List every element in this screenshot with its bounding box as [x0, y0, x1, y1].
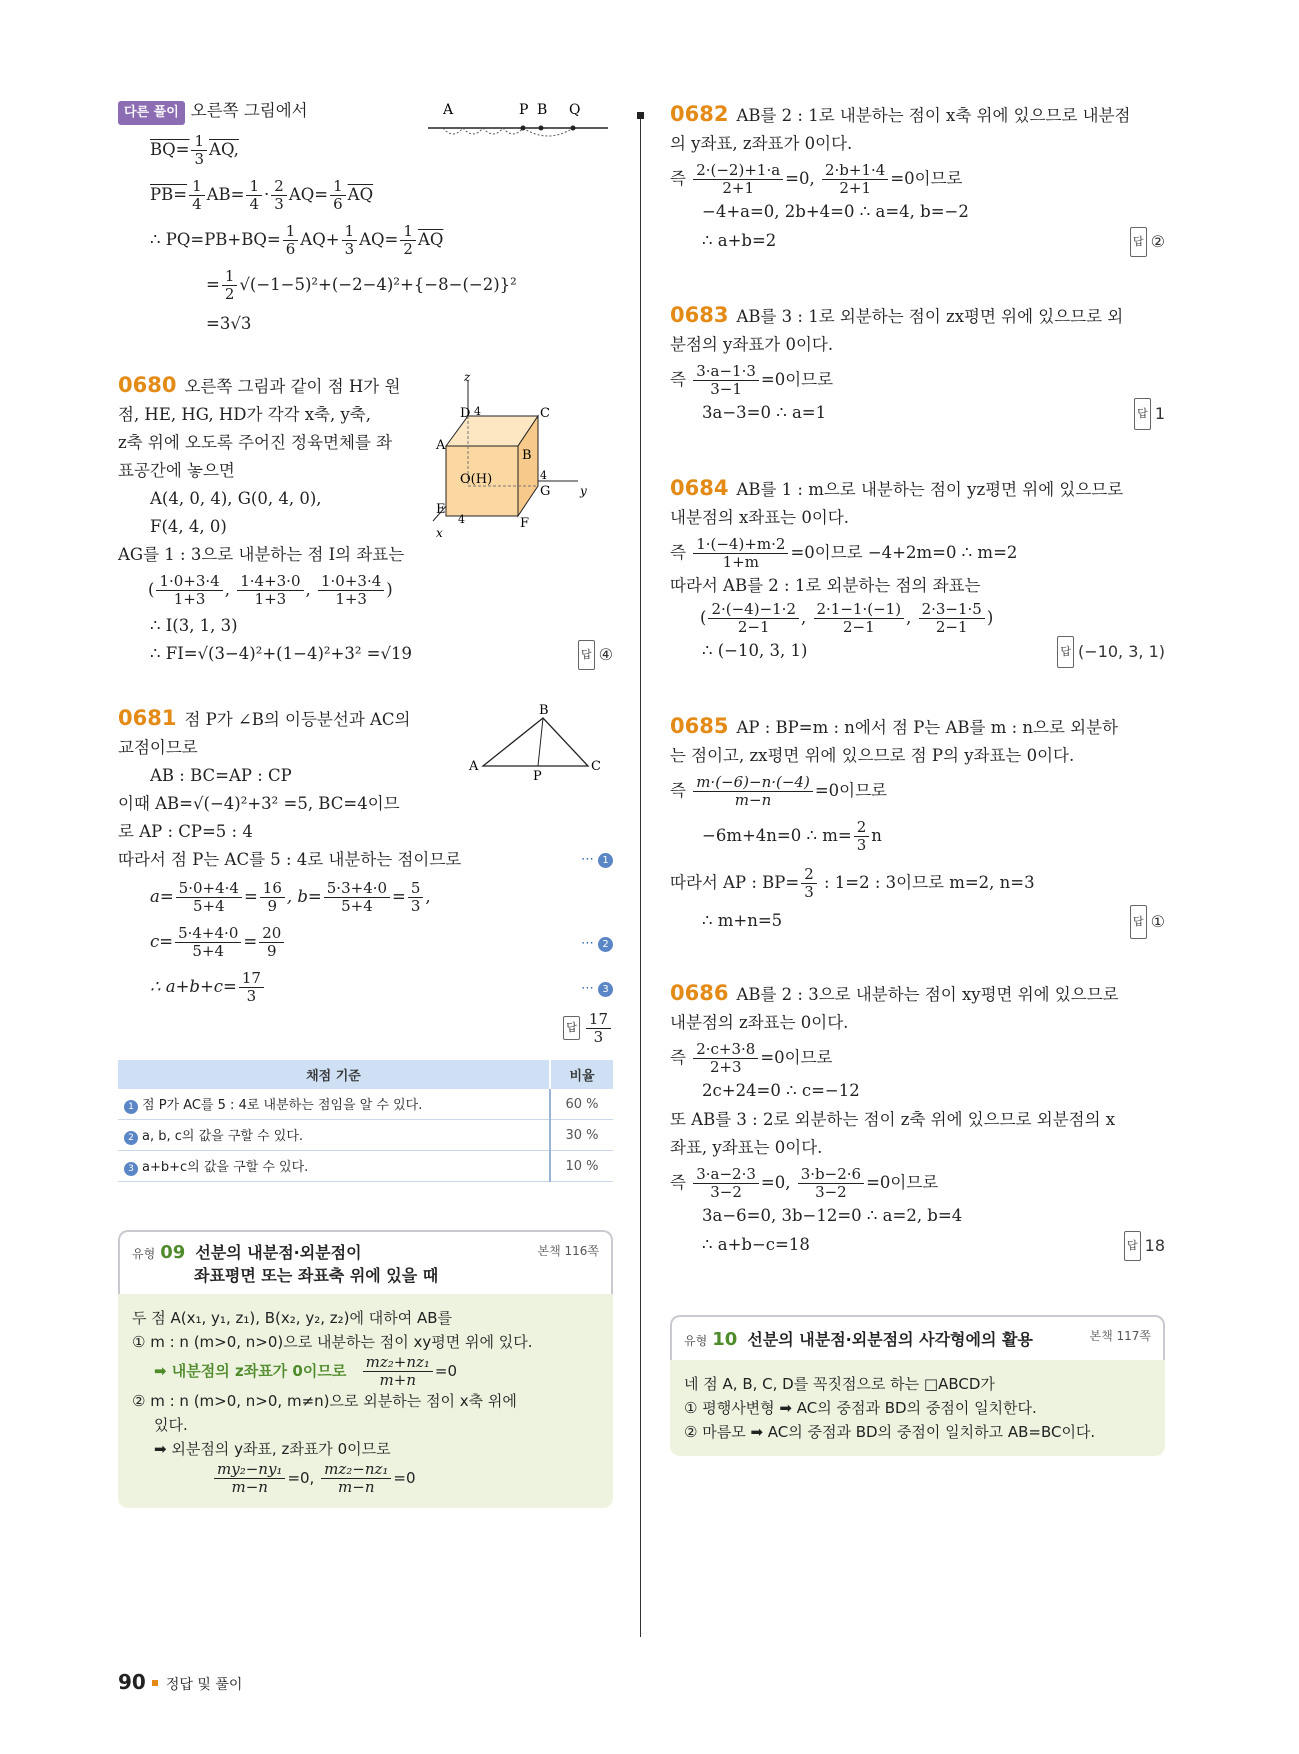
svg-text:4: 4	[474, 405, 481, 418]
problem-0682	[670, 100, 1165, 255]
p0683-text-1: AB를 3 : 1로 외분하는 점이 zx평면 위에 있으므로 외	[736, 307, 1124, 326]
p0682-text-5: ∴ a+b=2 답 ②	[670, 227, 1165, 255]
p0681-sum: ∴ a+b+c= $\frac{17}{3}$ ⋯ 3	[118, 970, 613, 1005]
answer-0685: 답 ①	[1130, 905, 1165, 939]
p0682-text-4: −4+a=0, 2b+4=0 ∴ a=4, b=−2	[702, 202, 969, 221]
svg-text:4: 4	[458, 513, 465, 526]
svg-text:4: 4	[540, 469, 547, 482]
type09-line-1: 두 점 A(x₁, y₁, z₁), B(x₂, y₂, z₂)에 대하여 AB를	[132, 1309, 453, 1327]
p0685-text-5: 따라서 AP : BP= $\frac{2}{3}$ : 1=2 : 3이므로 m=2, n=3	[670, 865, 1035, 901]
p0680-text-4: 표공간에 놓으면	[118, 461, 235, 480]
label-b: B	[537, 102, 548, 118]
column-divider-marker	[637, 112, 644, 119]
p0684-text-2: 내분점의 x좌표는 0이다.	[670, 508, 849, 527]
p0686-text-1: AB를 2 : 3으로 내분하는 점이 xy평면 위에 있으므로	[736, 985, 1119, 1004]
type10-line-1: 네 점 A, B, C, D를 꼭짓점으로 하는 □ABCD가	[684, 1375, 995, 1393]
svg-text:F: F	[520, 516, 530, 531]
p0684-text-6: ∴ (−10, 3, 1) 답 (−10, 3, 1)	[670, 636, 1165, 666]
svg-text:G: G	[540, 484, 551, 499]
p0680-text-2: 점, HE, HG, HD가 각각 x축, y축,	[118, 405, 371, 424]
svg-text:y: y	[580, 484, 587, 498]
p0680-text-9: ∴ I(3, 1, 3)	[150, 616, 238, 635]
table-row: 2 a, b, c의 값을 구할 수 있다. 30 %	[118, 1120, 613, 1151]
label-q: Q	[569, 102, 581, 118]
answer-0686: 답 18	[1124, 1231, 1165, 1261]
type-title-1: 선분의 내분점·외분점이	[195, 1243, 362, 1262]
p0685-text-1: AP : BP=m : n에서 점 P는 AB를 m : n으로 외분하	[736, 718, 1118, 737]
step-1-marker: ⋯ 1	[581, 846, 613, 874]
p0685-text-4: −6m+4n=0 ∴ m= $\frac{2}{3}$ n	[702, 818, 882, 854]
alt-line-1: BQ= $\frac{1}{3}$ AQ,	[150, 132, 239, 168]
p0686-text-7: 즉 $\frac{3\cdot a-2\cdot 3}{3-2}$ =0, $\frac{3\cdot b-2\cdot 6}{3-2}$ =0이므로	[670, 1165, 939, 1201]
footer-title: 정답 및 풀이	[165, 1677, 243, 1693]
p0681-text-5: 로 AP : CP=5 : 4	[118, 822, 253, 841]
svg-text:D: D	[460, 406, 471, 421]
scoring-table	[118, 1060, 613, 1182]
cube-diagram	[436, 370, 613, 541]
p0680-text-6: F(4, 4, 0)	[150, 517, 227, 536]
triangle-diagram	[463, 704, 613, 784]
type10-line-2: ① 평행사변형 ➡ AC의 중점과 BD의 중점이 일치한다.	[684, 1399, 1037, 1417]
type-09-box: 유형 09 선분의 내분점·외분점이 좌표평면 또는 좌표축 위에 있을 때 본책 116쪽 두 점 A(x₁, y₁, z₁), B(x₂, y₂, z₂)에 대하여 AB를 ① m : n (m>0, n>0)으로 내분하는 점이 xy평면 위에 있다. ➡ 내분점의 z좌표가 0이므로 $\frac{\text{mz₂+nz₁}}{m+n}$ =0 ② m : n (m>0, n>0, m≠n)으로 외분하는 점이 x축 위에 있다. ➡ 외분점의 y좌표, z좌표가 0이므로 $\frac{\text{my₂−ny₁}}{m-n}$ =0, $\frac{\text{mz₂−nz₁}}{m-n}$ =0	[118, 1230, 613, 1508]
p0686-text-6: 좌표, y좌표는 0이다.	[670, 1138, 823, 1157]
problem-0681	[118, 704, 613, 1046]
svg-text:O(H): O(H)	[460, 472, 493, 487]
p0686-text-4: 2c+24=0 ∴ c=−12	[702, 1081, 860, 1100]
page-footer	[118, 1670, 242, 1694]
problem-number: 0683	[670, 303, 729, 327]
svg-text:B: B	[522, 448, 532, 463]
problem-0686	[670, 979, 1165, 1259]
problem-number: 0685	[670, 714, 729, 738]
answer-0681: 답 $\frac{17}{3}$	[118, 1011, 613, 1046]
type-number: 10	[712, 1329, 738, 1350]
scoring-ratio-header: 비율	[550, 1060, 613, 1089]
problem-number: 0682	[670, 102, 729, 126]
type09-line-3: ➡ 내분점의 z좌표가 0이므로 $\frac{\text{mz₂+nz₁}}{m+n}$ =0	[154, 1353, 458, 1389]
type-ref: 본책 116쪽	[537, 1244, 599, 1258]
step-3-marker: ⋯ 3	[581, 978, 613, 1000]
type10-line-3: ② 마름모 ➡ AC의 중점과 BD의 중점이 일치하고 AB=BC이다.	[684, 1423, 1096, 1441]
answer-0680: 답 ④	[578, 640, 613, 670]
footer-square-icon	[152, 1680, 158, 1686]
p0682-text-1: AB를 2 : 1로 내분하는 점이 x축 위에 있으므로 내분점	[736, 106, 1131, 125]
alt-tag: 다른 풀이	[118, 101, 185, 125]
p0681-text-4: 이때 AB=√(−4)²+3² =5, BC=4이므	[118, 794, 400, 813]
p0683-text-4: 3a−3=0 ∴ a=1 답 1	[670, 398, 1165, 428]
problem-number: 0681	[118, 706, 177, 730]
alt-line-2: PB= $\frac{1}{4}$ AB= $\frac{1}{4}$ · $\frac{2}{3}$ AQ= $\frac{1}{6}$ $\overline{AQ}$	[150, 177, 374, 213]
label-a: A	[443, 102, 454, 118]
p0683-text-2: 분점의 y좌표가 0이다.	[670, 335, 834, 354]
problem-0684	[670, 474, 1165, 666]
answer-0683: 답 1	[1134, 398, 1165, 430]
p0686-text-8: 3a−6=0, 3b−12=0 ∴ a=2, b=4	[702, 1206, 963, 1225]
p0680-text-5: A(4, 0, 4), G(0, 4, 0),	[150, 489, 322, 508]
step-2-marker: ⋯ 2	[581, 933, 613, 955]
p0681-text-6: 따라서 점 P는 AC를 5 : 4로 내분하는 점이므로 ⋯ 1	[118, 846, 613, 874]
p0685-text-2: 는 점이고, zx평면 위에 있으므로 점 P의 y좌표는 0이다.	[670, 746, 1075, 765]
p0681-text-1: 점 P가 ∠B의 이등분선과 AC의	[184, 710, 411, 729]
p0681-c-value: c= $\frac{5\cdot 4+4\cdot 0}{5+4}$ = $\frac{20}{9}$ ⋯ 2	[118, 925, 613, 960]
table-row: 1 점 P가 AC를 5 : 4로 내분하는 점임을 알 수 있다. 60 %	[118, 1089, 613, 1120]
type09-line-2: ① m : n (m>0, n>0)으로 내분하는 점이 xy평면 위에 있다.	[132, 1333, 533, 1351]
table-row: 3 a+b+c의 값을 구할 수 있다. 10 %	[118, 1151, 613, 1182]
problem-number: 0686	[670, 981, 729, 1005]
p0684-coords: ( $\frac{2\cdot(-4)-1\cdot 2}{2-1}$ , $\frac{2\cdot 1-1\cdot(-1)}{2-1}$ , $\frac{2\cdot 3-1\cdot 5}{2-1}$ )	[700, 600, 994, 636]
p0680-text-3: z축 위에 오도록 주어진 정육면체를 좌	[118, 433, 393, 452]
left-column	[118, 100, 613, 1508]
p0686-text-2: 내분점의 z좌표는 0이다.	[670, 1013, 849, 1032]
page-number: 90	[118, 1670, 146, 1694]
svg-text:B: B	[539, 703, 549, 718]
type09-line-6: ➡ 외분점의 y좌표, z좌표가 0이므로	[154, 1440, 391, 1458]
p0681-text-2: 교점이므로	[118, 738, 198, 757]
type09-line-7: $\frac{\text{my₂−ny₁}}{m-n}$ =0, $\frac{\text{mz₂−nz₁}}{m-n}$ =0	[132, 1461, 599, 1496]
p0681-text-3: AB : BC=AP : CP	[150, 766, 292, 785]
column-divider	[640, 112, 641, 1637]
alt-intro: 오른쪽 그림에서	[190, 101, 308, 120]
p0685-text-3: 즉 $\frac{m\cdot(-6)-n\cdot(-4)}{m-n}$ =0이므로	[670, 773, 887, 809]
answer-0682: 답 ②	[1130, 227, 1165, 257]
p0686-text-9: ∴ a+b−c=18 답 18	[670, 1231, 1165, 1259]
alt-line-4: = $\frac{1}{2}$ √(−1−5)²+(−2−4)²+{−8−(−2)}²	[206, 267, 517, 303]
svg-text:z: z	[464, 370, 471, 384]
type-title-2: 좌표평면 또는 좌표축 위에 있을 때	[194, 1266, 439, 1285]
problem-number: 0680	[118, 373, 177, 397]
p0680-text-1: 오른쪽 그림과 같이 점 H가 원	[184, 377, 401, 396]
type-title: 선분의 내분점·외분점의 사각형에의 활용	[747, 1330, 1033, 1349]
alt-solution	[118, 100, 613, 335]
svg-text:A: A	[469, 759, 479, 774]
problem-0683	[670, 301, 1165, 428]
p0681-ab-values: a= $\frac{5\cdot 0+4\cdot 4}{5+4}$ = $\frac{16}{9}$ , b= $\frac{5\cdot 3+4\cdot 0}{5+4}$ = $\frac{5}{3}$ ,	[150, 879, 431, 915]
problem-number: 0684	[670, 476, 729, 500]
p0680-text-7: AG를 1 : 3으로 내분하는 점 I의 좌표는	[118, 545, 405, 564]
svg-text:C: C	[540, 406, 550, 421]
type-number: 09	[160, 1242, 186, 1263]
scoring-header: 채점 기준	[118, 1060, 550, 1089]
svg-text:A: A	[436, 438, 446, 453]
p0680-coords: ( $\frac{1\cdot 0+3\cdot 4}{1+3}$ , $\frac{1\cdot 4+3\cdot 0}{1+3}$ , $\frac{1\cdot 0+3\cdot 4}{1+3}$ )	[148, 572, 393, 608]
problem-0680	[118, 371, 613, 668]
p0684-text-1: AB를 1 : m으로 내분하는 점이 yz평면 위에 있으므로	[736, 480, 1124, 499]
p0684-text-4: 따라서 AB를 2 : 1로 외분하는 점의 좌표는	[670, 576, 981, 595]
type09-line-4: ② m : n (m>0, n>0, m≠n)으로 외분하는 점이 x축 위에	[132, 1392, 517, 1410]
answer-0684: 답 (−10, 3, 1)	[1057, 636, 1165, 668]
right-column	[670, 100, 1165, 1456]
label-p: P	[519, 102, 529, 118]
p0684-text-3: 즉 $\frac{1\cdot(-4)+m\cdot 2}{1+m}$ =0이므로 −4+2m=0 ∴ m=2	[670, 535, 1018, 571]
type-ref: 본책 117쪽	[1089, 1329, 1151, 1343]
p0683-text-3: 즉 $\frac{3\cdot a-1\cdot 3}{3-1}$ =0이므로	[670, 362, 834, 398]
p0680-text-10: ∴ FI=√(3−4)²+(1−4)²+3² =√19 답 ④	[118, 640, 613, 668]
p0686-text-3: 즉 $\frac{2\cdot c+3\cdot 8}{2+3}$ =0이므로	[670, 1040, 833, 1076]
alt-line-5: =3√3	[206, 314, 252, 333]
type09-line-5: 있다.	[154, 1416, 188, 1434]
p0682-text-2: 의 y좌표, z좌표가 0이다.	[670, 134, 853, 153]
p0686-text-5: 또 AB를 3 : 2로 외분하는 점이 z축 위에 있으므로 외분점의 x	[670, 1110, 1116, 1129]
svg-text:E: E	[436, 502, 446, 517]
type-10-box: 유형 10 선분의 내분점·외분점의 사각형에의 활용 본책 117쪽 네 점 A, B, C, D를 꼭짓점으로 하는 □ABCD가 ① 평행사변형 ➡ AC의 중점과 BD의 중점이 일치한다. ② 마름모 ➡ AC의 중점과 BD의 중점이 일치하고 AB=BC이다.	[670, 1315, 1165, 1456]
p0682-text-3: 즉 $\frac{2\cdot(-2)+1\cdot a}{2+1}$ =0, $\frac{2\cdot b+1\cdot 4}{2+1}$ =0이므로	[670, 161, 963, 197]
svg-text:x: x	[436, 526, 443, 540]
alt-line-3: ∴ PQ=PB+BQ= $\frac{1}{6}$ AQ+ $\frac{1}{3}$ AQ= $\frac{1}{2}$ $\overline{AQ}$	[150, 222, 444, 258]
segment-diagram	[423, 100, 613, 140]
p0685-text-6: ∴ m+n=5 답 ①	[670, 905, 1165, 937]
problem-0685	[670, 712, 1165, 937]
svg-text:C: C	[591, 759, 601, 774]
svg-text:P: P	[533, 769, 542, 784]
